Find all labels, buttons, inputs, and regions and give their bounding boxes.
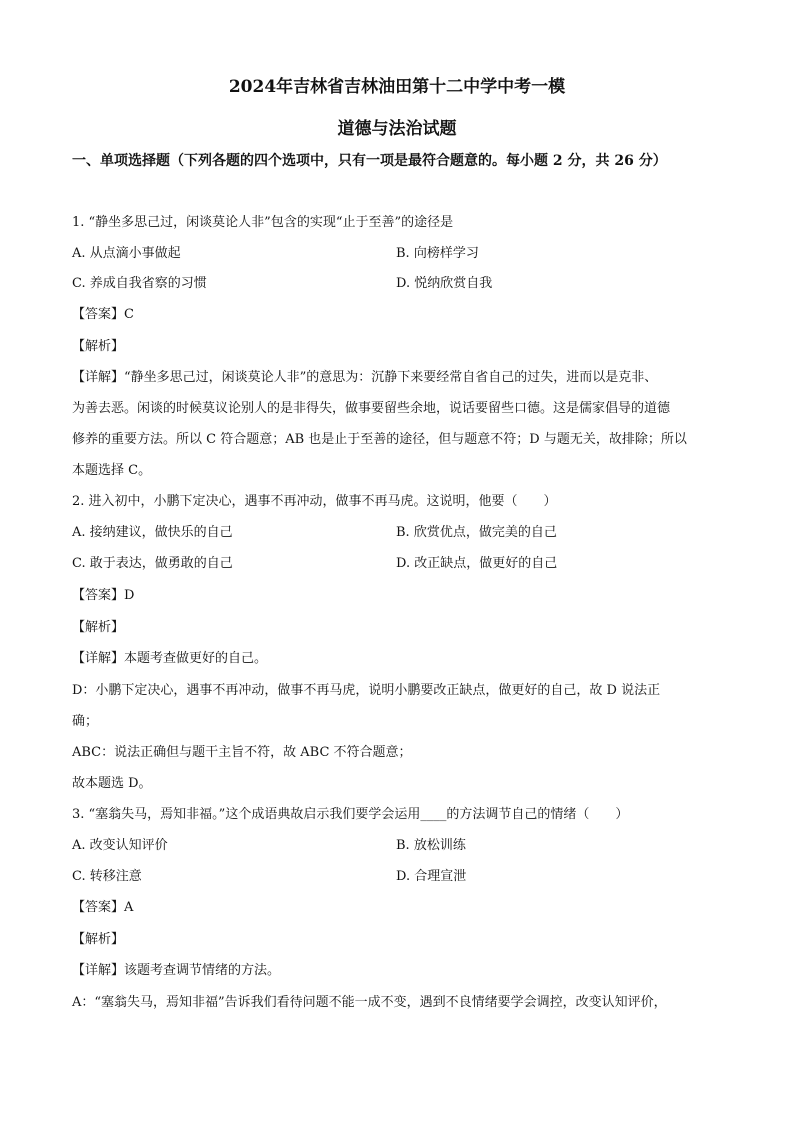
- question-1-answer: 【答案】C: [72, 307, 134, 322]
- question-1-stem: 1. “静坐多思己过，闲谈莫论人非”包含的实现“止于至善”的途径是: [72, 215, 454, 230]
- question-2-detail-line: 【详解】本题考查做更好的自己。: [72, 651, 268, 666]
- question-3-option-c: C. 转移注意: [72, 869, 142, 884]
- question-3-stem: 3. “塞翁失马，焉知非福。”这个成语典故启示我们要学会运用____的方法调节自己的情绪（ ）: [72, 807, 629, 822]
- question-1-option-d: D. 悦纳欣赏自我: [396, 276, 493, 291]
- question-3-detail-line: 【详解】该题考查调节情绪的方法。: [72, 963, 281, 978]
- question-1-option-b: B. 向榜样学习: [396, 246, 479, 261]
- question-2-option-d: D. 改正缺点，做更好的自己: [396, 556, 558, 571]
- question-1-option-c: C. 养成自我省察的习惯: [72, 276, 207, 291]
- question-3-option-b: B. 放松训练: [396, 838, 466, 853]
- question-1-analysis: 【解析】: [72, 339, 125, 354]
- question-2-analysis: 【解析】: [72, 620, 125, 635]
- document-title: 2024年吉林省吉林油田第十二中学中考一模: [228, 77, 566, 97]
- question-1-option-a: A. 从点滴小事做起: [72, 246, 181, 261]
- question-2-detail-line: 故本题选 D。: [72, 776, 152, 791]
- question-1-detail-line: 【详解】“静坐多思己过，闲谈莫论人非”的意思为：沉静下来要经常自省自己的过失，进而以是克非、: [72, 370, 658, 385]
- question-3-answer: 【答案】A: [72, 900, 134, 915]
- section-heading: 一、单项选择题（下列各题的四个选项中，只有一项是最符合题意的。每小题 2 分，共 26 分）: [72, 153, 667, 169]
- question-1-detail-line: 为善去恶。闲谈的时候莫议论别人的是非得失，做事要留些余地，说话要留些口德。这是儒家倡导的道德: [72, 401, 671, 416]
- question-3-option-d: D. 合理宣泄: [396, 869, 467, 884]
- question-2-detail-line: D：小鹏下定决心，遇事不再冲动，做事不再马虎，说明小鹏要改正缺点，做更好的自己，故 D 说法正: [72, 683, 661, 698]
- document-subtitle: 道德与法治试题: [337, 119, 457, 139]
- question-1-detail-line: 修养的重要方法。所以 C 符合题意；AB 也是止于至善的途径，但与题意不符；D 与题无关，故排除；所以: [72, 432, 687, 447]
- question-2-stem: 2. 进入初中，小鹏下定决心，遇事不再冲动，做事不再马虎。这说明，他要（ ）: [72, 494, 557, 509]
- question-3-option-a: A. 改变认知评价: [72, 838, 168, 853]
- question-1-detail-line: 本题选择 C。: [72, 463, 152, 478]
- question-2-option-a: A. 接纳建议，做快乐的自己: [72, 525, 233, 540]
- question-2-option-b: B. 欣赏优点，做完美的自己: [396, 525, 557, 540]
- question-3-analysis: 【解析】: [72, 932, 125, 947]
- question-3-detail-line: A：“塞翁失马，焉知非福”告诉我们看待问题不能一成不变，遇到不良情绪要学会调控，改变认知评价，: [72, 995, 667, 1010]
- question-2-detail-line: 确；: [72, 714, 99, 729]
- question-2-detail-line: ABC：说法正确但与题干主旨不符，故 ABC 不符合题意；: [72, 745, 412, 760]
- question-2-answer: 【答案】D: [72, 588, 135, 603]
- question-2-option-c: C. 敢于表达，做勇敢的自己: [72, 556, 233, 571]
